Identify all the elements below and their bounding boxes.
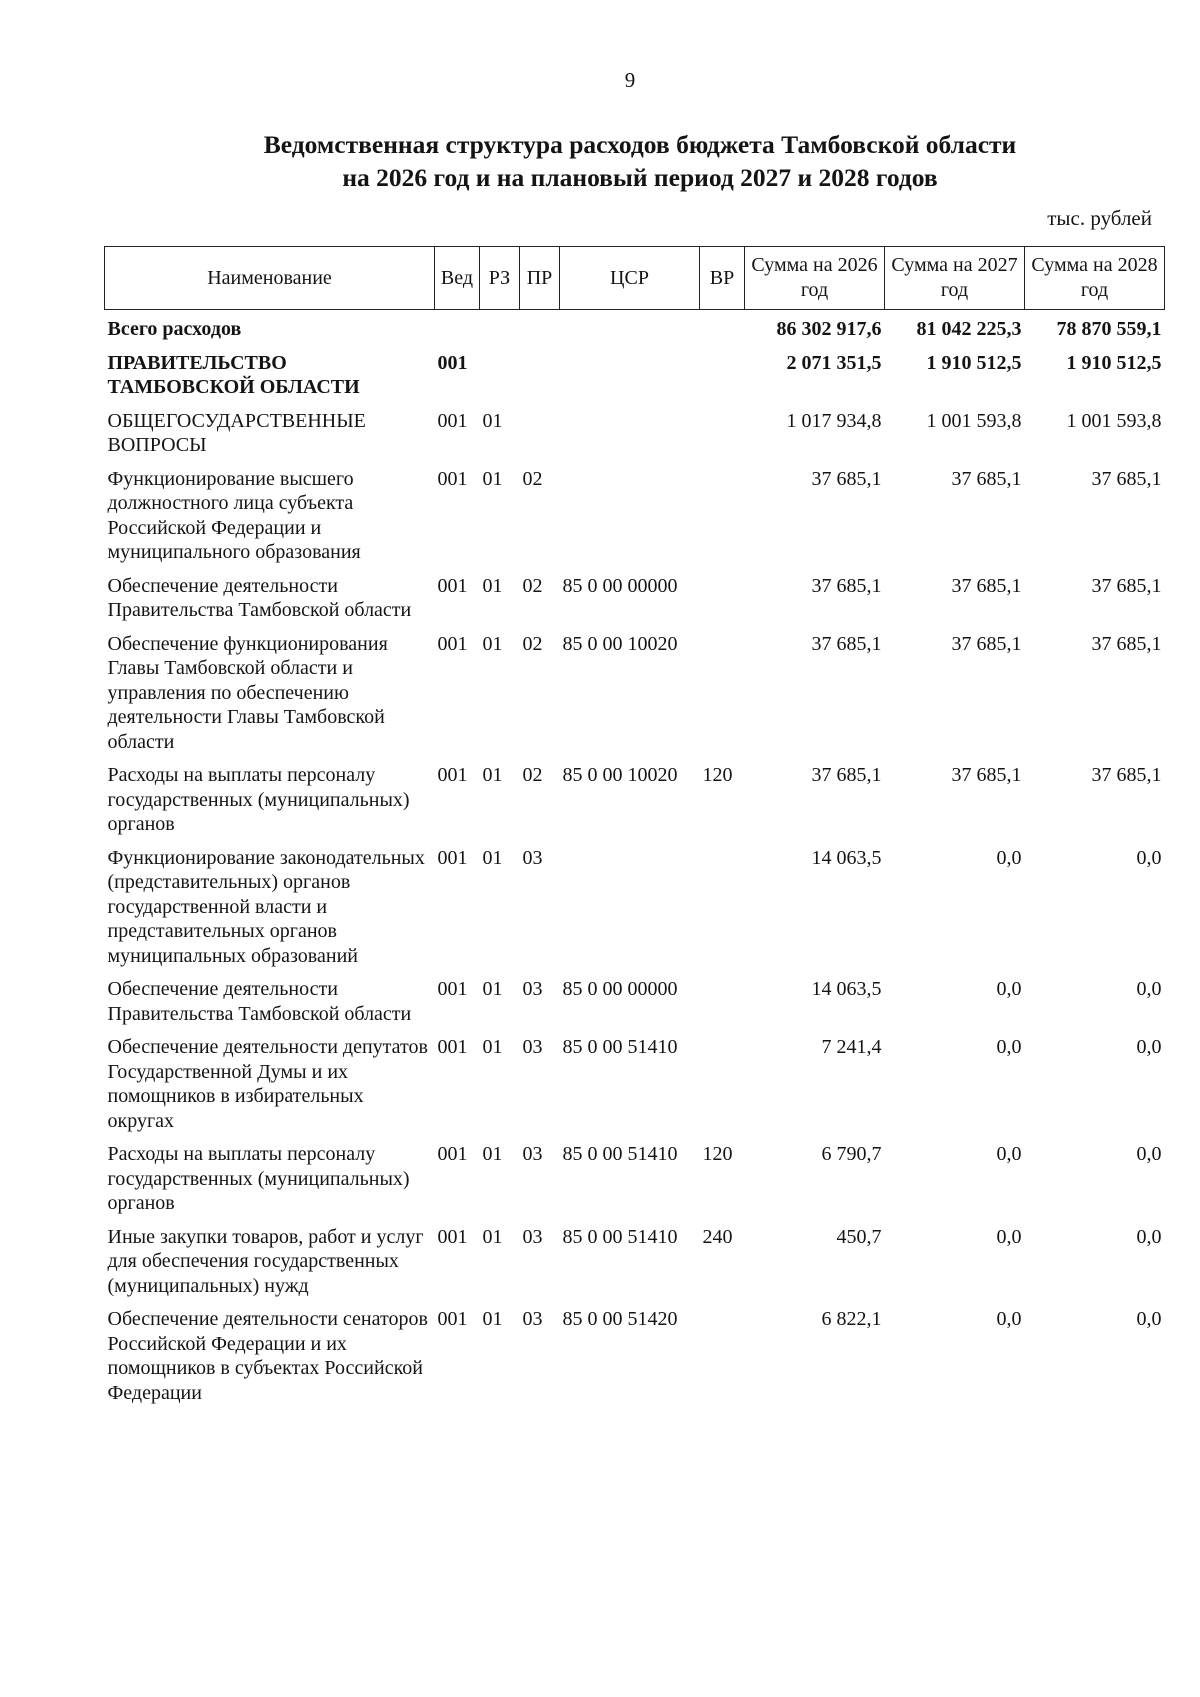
row-vr	[700, 839, 745, 971]
row-sum-2028: 1 001 593,8	[1066, 409, 1162, 432]
row-name: ПРАВИТЕЛЬСТВО ТАМБОВСКОЙ ОБЛАСТИ	[107, 351, 360, 398]
table-row	[105, 1218, 1165, 1301]
row-ved: 001	[437, 574, 468, 597]
row-csr: 85 0 00 00000	[562, 574, 678, 597]
row-rz: 01	[482, 764, 503, 786]
row-vr	[700, 310, 745, 344]
row-sum-2028: 0,0	[1136, 846, 1162, 869]
table-header	[105, 247, 1165, 310]
row-rz: 01	[482, 632, 503, 655]
row-name: Обеспечение деятельности Правительства Тамбовской области	[107, 574, 412, 621]
row-vr	[700, 1028, 745, 1135]
row-rz: 01	[482, 846, 503, 869]
row-vr: 120	[702, 764, 733, 786]
row-rz: 01	[482, 574, 503, 597]
row-ved: 001	[437, 764, 468, 786]
row-pr	[520, 344, 560, 402]
row-ved: 001	[437, 846, 468, 869]
row-pr	[520, 402, 560, 460]
row-vr	[700, 344, 745, 402]
row-pr: 02	[522, 467, 543, 490]
row-csr	[560, 344, 700, 402]
units-label: тыс. рублей	[1047, 206, 1152, 230]
row-rz	[480, 310, 520, 344]
row-vr	[700, 402, 745, 460]
page-number: 9	[624, 68, 636, 92]
row-pr: 03	[522, 978, 543, 1000]
row-ved: 001	[437, 1308, 468, 1330]
row-sum-2026: 14 063,5	[811, 846, 882, 869]
row-sum-2026: 37 685,1	[811, 764, 882, 786]
row-name: Расходы на выплаты персоналу государственных (муниципальных) органов	[107, 1143, 410, 1214]
row-rz: 01	[482, 467, 503, 490]
header-vr: ВР	[700, 247, 745, 310]
row-sum-2028: 37 685,1	[1091, 574, 1162, 597]
row-vr	[700, 1300, 745, 1407]
table-row	[105, 1135, 1165, 1218]
row-csr	[560, 460, 700, 567]
row-pr: 02	[522, 574, 543, 597]
row-pr: 03	[522, 1308, 543, 1330]
row-sum-2027: 37 685,1	[951, 764, 1022, 786]
table-body	[105, 310, 1165, 1408]
row-sum-2026: 6 822,1	[821, 1308, 882, 1330]
row-sum-2028: 0,0	[1136, 1308, 1162, 1330]
table-row	[105, 567, 1165, 625]
row-sum-2027: 0,0	[996, 846, 1022, 869]
row-sum-2027: 0,0	[996, 1143, 1022, 1165]
row-csr	[560, 310, 700, 344]
row-pr: 02	[522, 764, 543, 786]
row-sum-2028: 37 685,1	[1091, 764, 1162, 786]
row-sum-2026: 37 685,1	[811, 574, 882, 597]
row-sum-2026: 37 685,1	[811, 632, 882, 655]
title-line-1: Ведомственная структура расходов бюджета Тамбовской области	[263, 130, 1017, 159]
row-rz: 01	[482, 1036, 503, 1058]
table-row	[105, 625, 1165, 757]
row-pr: 03	[522, 1225, 543, 1248]
row-csr: 85 0 00 51410	[562, 1225, 678, 1248]
row-name: Обеспечение деятельности Правительства Тамбовской области	[107, 978, 412, 1025]
row-sum-2027: 37 685,1	[951, 574, 1022, 597]
row-sum-2026: 7 241,4	[821, 1036, 882, 1058]
row-csr: 85 0 00 10020	[562, 632, 678, 655]
table-row	[105, 1300, 1165, 1407]
row-rz	[480, 344, 520, 402]
row-ved: 001	[437, 1036, 468, 1058]
row-sum-2026: 450,7	[836, 1225, 882, 1248]
row-name: Обеспечение функционирования Главы Тамбовской области и управления по обеспечению деятельности Главы Тамбовской области	[107, 632, 388, 753]
row-name: Обеспечение деятельности депутатов Государственной Думы и их помощников в избирательных округах	[107, 1036, 428, 1132]
row-pr: 03	[522, 846, 543, 869]
table-row	[105, 756, 1165, 839]
row-sum-2026: 6 790,7	[821, 1143, 882, 1165]
row-rz: 01	[482, 1308, 503, 1330]
header-sum-2028: Сумма на 2028 год	[1025, 247, 1165, 310]
table-row	[105, 402, 1165, 460]
table-row	[105, 344, 1165, 402]
row-csr: 85 0 00 00000	[562, 978, 678, 1000]
row-pr	[520, 310, 560, 344]
row-name: Иные закупки товаров, работ и услуг для обеспечения государственных (муниципальных) нужд	[107, 1225, 424, 1297]
row-vr	[700, 567, 745, 625]
header-sum-2026: Сумма на 2026 год	[745, 247, 885, 310]
row-sum-2026: 1 017 934,8	[786, 409, 882, 432]
row-vr: 120	[702, 1143, 733, 1165]
row-ved: 001	[437, 978, 468, 1000]
row-ved: 001	[437, 409, 468, 432]
row-sum-2028: 1 910 512,5	[1066, 351, 1162, 374]
row-csr: 85 0 00 10020	[562, 764, 678, 786]
row-sum-2028: 37 685,1	[1091, 467, 1162, 490]
table-row	[105, 839, 1165, 971]
row-ved: 001	[437, 1225, 468, 1248]
row-sum-2027: 0,0	[996, 1225, 1022, 1248]
header-rz: РЗ	[480, 247, 520, 310]
table-row	[105, 310, 1165, 344]
row-sum-2028: 37 685,1	[1091, 632, 1162, 655]
row-name: Функционирование высшего должностного лица субъекта Российской Федерации и муниципального образования	[107, 467, 361, 563]
table-row	[105, 460, 1165, 567]
row-sum-2026: 37 685,1	[811, 467, 882, 490]
row-sum-2028: 78 870 559,1	[1056, 318, 1162, 340]
row-sum-2027: 1 001 593,8	[926, 409, 1022, 432]
row-name: Расходы на выплаты персоналу государственных (муниципальных) органов	[107, 764, 410, 835]
row-ved: 001	[437, 351, 468, 374]
row-sum-2027: 0,0	[996, 1308, 1022, 1330]
row-rz: 01	[482, 1225, 503, 1248]
row-sum-2026: 2 071 351,5	[786, 351, 882, 374]
row-sum-2026: 86 302 917,6	[776, 318, 882, 340]
row-name: Всего расходов	[107, 318, 242, 340]
header-ved: Вед	[435, 247, 480, 310]
row-name: Обеспечение деятельности сенаторов Российской Федерации и их помощников в субъектах Российской Федерации	[107, 1308, 428, 1404]
row-rz: 01	[482, 409, 503, 432]
row-sum-2028: 0,0	[1136, 1036, 1162, 1058]
row-sum-2028: 0,0	[1136, 1143, 1162, 1165]
row-sum-2027: 81 042 225,3	[916, 318, 1022, 340]
row-ved: 001	[437, 1143, 468, 1165]
budget-table	[104, 246, 1165, 1407]
row-sum-2028: 0,0	[1136, 1225, 1162, 1248]
table-row	[105, 1028, 1165, 1135]
row-name: Функционирование законодательных (представительных) органов государственной власти и представительных органов муниципальных образований	[107, 846, 425, 967]
row-sum-2026: 14 063,5	[811, 978, 882, 1000]
row-pr: 03	[522, 1143, 543, 1165]
title-line-2: на 2026 год и на плановый период 2027 и 2028 годов	[342, 163, 938, 192]
row-name: ОБЩЕГОСУДАРСТВЕННЫЕ ВОПРОСЫ	[107, 409, 366, 456]
row-vr	[700, 460, 745, 567]
row-sum-2027: 0,0	[996, 978, 1022, 1000]
row-csr: 85 0 00 51410	[562, 1143, 678, 1165]
header-csr: ЦСР	[560, 247, 700, 310]
row-vr	[700, 625, 745, 757]
row-rz: 01	[482, 1143, 503, 1165]
row-rz: 01	[482, 978, 503, 1000]
header-name: Наименование	[105, 247, 435, 310]
header-pr: ПР	[520, 247, 560, 310]
row-sum-2028: 0,0	[1136, 978, 1162, 1000]
row-ved	[435, 310, 480, 344]
row-csr	[560, 402, 700, 460]
row-vr	[700, 970, 745, 1028]
document-title	[140, 128, 1140, 194]
row-sum-2027: 37 685,1	[951, 467, 1022, 490]
row-pr: 03	[522, 1036, 543, 1058]
header-sum-2027: Сумма на 2027 год	[885, 247, 1025, 310]
row-sum-2027: 0,0	[996, 1036, 1022, 1058]
row-vr: 240	[702, 1225, 733, 1248]
row-csr: 85 0 00 51420	[562, 1308, 678, 1330]
row-sum-2027: 1 910 512,5	[926, 351, 1022, 374]
table-row	[105, 970, 1165, 1028]
row-ved: 001	[437, 467, 468, 490]
row-ved: 001	[437, 632, 468, 655]
row-pr: 02	[522, 632, 543, 655]
row-csr: 85 0 00 51410	[562, 1036, 678, 1058]
row-csr	[560, 839, 700, 971]
row-sum-2027: 37 685,1	[951, 632, 1022, 655]
